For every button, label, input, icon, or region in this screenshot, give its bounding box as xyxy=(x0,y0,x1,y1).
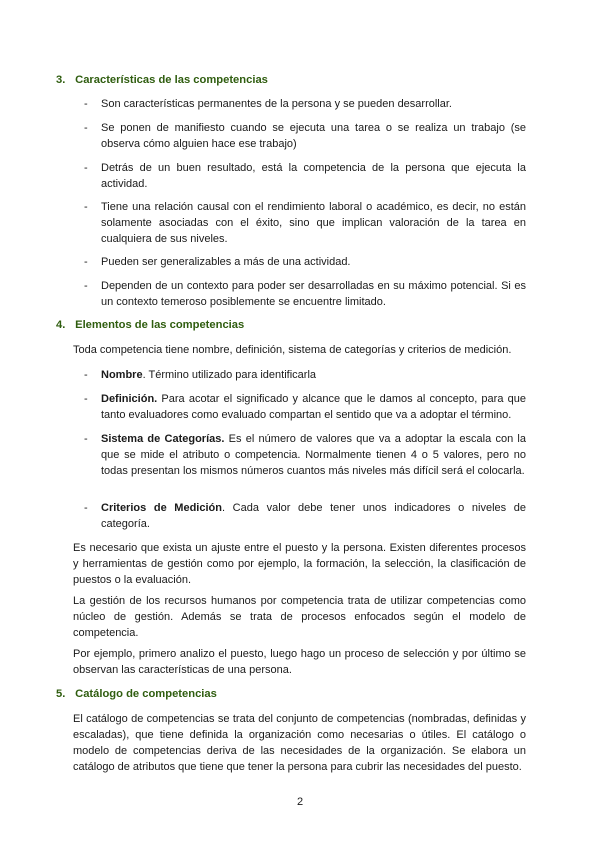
definition-item xyxy=(84,500,526,532)
bullet-dash: - xyxy=(84,280,88,292)
definition-text: . Cada valor debe tener unos indicadores o niveles de categoría. xyxy=(101,502,526,530)
bullet-dash: - xyxy=(84,201,88,213)
bullet-dash: - xyxy=(84,122,88,134)
list-item xyxy=(84,96,526,112)
bullet-dash: - xyxy=(84,256,88,268)
definition-item xyxy=(84,431,526,479)
definition-text: . Término utilizado para identificarla xyxy=(142,369,317,381)
definition-text: Es el número de valores que va a adoptar la escala con la que se mide el atributo o competencia. Normalmente tienen 4 o 5 valores, pero no todas presentan los mismos números cuantos más niveles más difícil será el colocarla. xyxy=(101,433,526,477)
definition-item xyxy=(84,367,526,383)
list-item xyxy=(84,160,526,192)
bullet-dash: - xyxy=(84,369,88,381)
list-item-text: Se ponen de manifiesto cuando se ejecuta una tarea o se realiza un trabajo (se observa cómo alguien hace ese trabajo) xyxy=(101,122,526,150)
definition-text: Para acotar el significado y alcance que le damos al concepto, para que tanto evaluadores como evaluado compartan el sentido que va a adoptar el término. xyxy=(101,393,526,421)
section-number: 4. xyxy=(56,319,66,331)
list-item xyxy=(84,199,526,247)
section-title: Elementos de las competencias xyxy=(75,319,245,331)
definition-term: Criterios de Medición xyxy=(101,502,222,514)
page-number: 2 xyxy=(296,796,304,808)
bullet-dash: - xyxy=(84,393,88,405)
bullet-dash: - xyxy=(84,502,88,514)
definition-term: Definición. xyxy=(101,393,158,405)
list-item-text: Dependen de un contexto para poder ser desarrolladas en su máximo potencial. Si es un contexto temeroso posiblemente se encuentre limitado. xyxy=(101,280,526,308)
section-4-intro: Toda competencia tiene nombre, definición, sistema de categorías y criterios de medición. xyxy=(73,344,512,356)
section-number: 3. xyxy=(56,74,66,86)
section-4-heading xyxy=(56,318,244,332)
section-3-heading xyxy=(56,73,268,87)
section-title: Catálogo de competencias xyxy=(75,688,217,700)
paragraph: Por ejemplo, primero analizo el puesto, luego hago un proceso de selección y por último se observan las características de una persona. xyxy=(73,648,526,676)
paragraph: El catálogo de competencias se trata del conjunto de competencias (nombradas, definidas y escaladas), que tiene definida la organización como necesarias o útiles. El catálogo o modelo de competencias deriva de las necesidades de la organización. Se elabora un catálogo de atributos que tiene que tener la persona para cubrir las necesidades del puesto. xyxy=(73,713,526,773)
list-item-text: Detrás de un buen resultado, está la competencia de la persona que ejecuta la actividad. xyxy=(101,162,526,190)
section-number: 5. xyxy=(56,688,66,700)
list-item xyxy=(84,278,526,310)
definition-item xyxy=(84,391,526,423)
list-item xyxy=(84,120,526,152)
bullet-dash: - xyxy=(84,98,88,110)
paragraph: La gestión de los recursos humanos por competencia trata de utilizar competencias como núcleo de gestión. Además se trata de procesos enfocados según el modelo de competencia. xyxy=(73,595,526,639)
bullet-dash: - xyxy=(84,162,88,174)
section-5-heading xyxy=(56,687,217,701)
bullet-dash: - xyxy=(84,433,88,445)
definition-term: Sistema de Categorías. xyxy=(101,433,225,445)
list-item xyxy=(84,254,526,270)
paragraph: Es necesario que exista un ajuste entre el puesto y la persona. Existen diferentes procesos y herramientas de gestión como por ejemplo, la formación, la selección, la clasificación de puestos o la evaluación. xyxy=(73,542,526,586)
definition-term: Nombre xyxy=(101,369,143,381)
list-item-text: Tiene una relación causal con el rendimiento laboral o académico, es decir, no están solamente asociadas con el éxito, sino que implican valoración de la tarea en cualquiera de sus niveles. xyxy=(101,201,526,245)
list-item-text: Son características permanentes de la persona y se pueden desarrollar. xyxy=(101,98,452,110)
list-item-text: Pueden ser generalizables a más de una actividad. xyxy=(101,256,351,268)
section-title: Características de las competencias xyxy=(75,74,268,86)
